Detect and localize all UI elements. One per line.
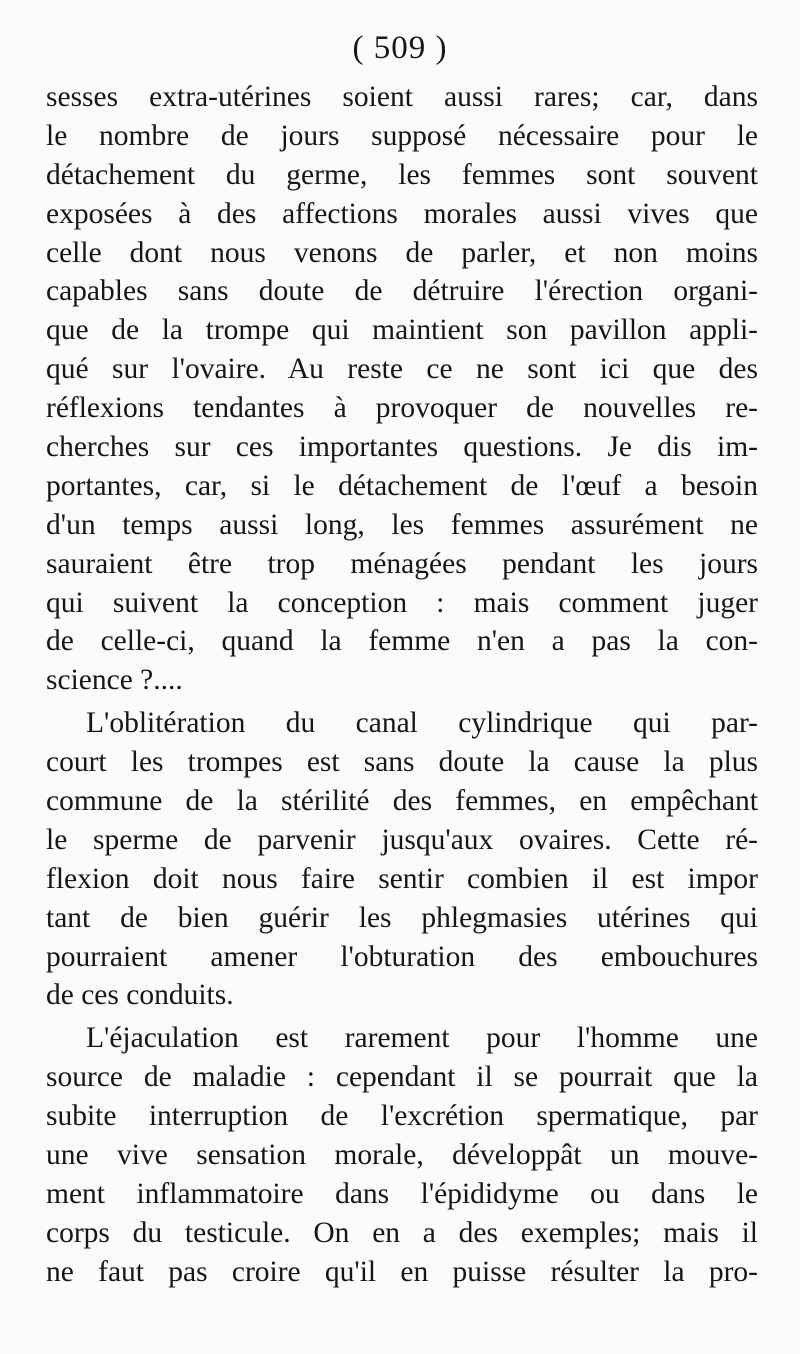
text-line: commune de la stérilité des femmes, en empêchant [46, 785, 758, 818]
text-line: sauraient être trop ménagées pendant les jours [46, 547, 758, 580]
text-line: flexion doit nous faire sentir combien il est impor [46, 862, 758, 895]
text-line: celle dont nous venons de parler, et non moins [46, 236, 758, 269]
text-line: détachement du germe, les femmes sont souvent [46, 158, 758, 191]
text-line: corps du testicule. On en a des exemples; mais il [46, 1216, 758, 1249]
text-line: qui suivent la conception : mais comment juger [46, 586, 758, 619]
text-line: tant de bien guérir les phlegmasies utérines qui [46, 901, 758, 934]
paragraph [46, 78, 758, 700]
text-line: le sperme de parvenir jusqu'aux ovaires. Cette ré- [46, 823, 758, 856]
page-number: ( 509 ) [352, 30, 448, 66]
text-line: capables sans doute de détruire l'érection organi- [46, 275, 758, 308]
text-line: une vive sensation morale, développât un mouve- [46, 1139, 758, 1172]
text-line: pourraient amener l'obturation des embouchures [46, 940, 758, 973]
text-line: exposées à des affections morales aussi vives que [46, 197, 758, 230]
text-line: que de la trompe qui maintient son pavillon appli- [46, 314, 758, 347]
text-line: subite interruption de l'excrétion spermatique, par [46, 1100, 758, 1133]
paragraph [46, 704, 758, 1015]
text-line: ne faut pas croire qu'il en puisse résulter la pro- [46, 1255, 758, 1288]
paragraph [46, 1019, 758, 1291]
text-line: portantes, car, si le détachement de l'œuf a besoin [46, 469, 758, 502]
text-line: qué sur l'ovaire. Au reste ce ne sont ici que des [46, 353, 758, 386]
text-line: cherches sur ces importantes questions. Je dis im- [46, 431, 758, 464]
text-line: L'éjaculation est rarement pour l'homme une [86, 1022, 758, 1055]
text-line: L'oblitération du canal cylindrique qui par- [86, 707, 758, 740]
body-text [46, 78, 758, 1292]
text-line: sesses extra-utérines soient aussi rares; car, dans [46, 81, 758, 113]
text-line: ment inflammatoire dans l'épididyme ou dans le [46, 1177, 758, 1210]
text-line: le nombre de jours supposé nécessaire pour le [46, 119, 758, 152]
text-line: de celle-ci, quand la femme n'en a pas la con- [46, 625, 758, 658]
text-line: source de maladie : cependant il se pourrait que la [46, 1061, 758, 1094]
text-line: d'un temps aussi long, les femmes assurément ne [46, 508, 758, 541]
text-line: réflexions tendantes à provoquer de nouvelles re- [46, 392, 758, 425]
text-line: court les trompes est sans doute la cause la plus [46, 746, 758, 779]
text-line: science ?.... [46, 664, 183, 697]
text-line: de ces conduits. [46, 979, 234, 1012]
